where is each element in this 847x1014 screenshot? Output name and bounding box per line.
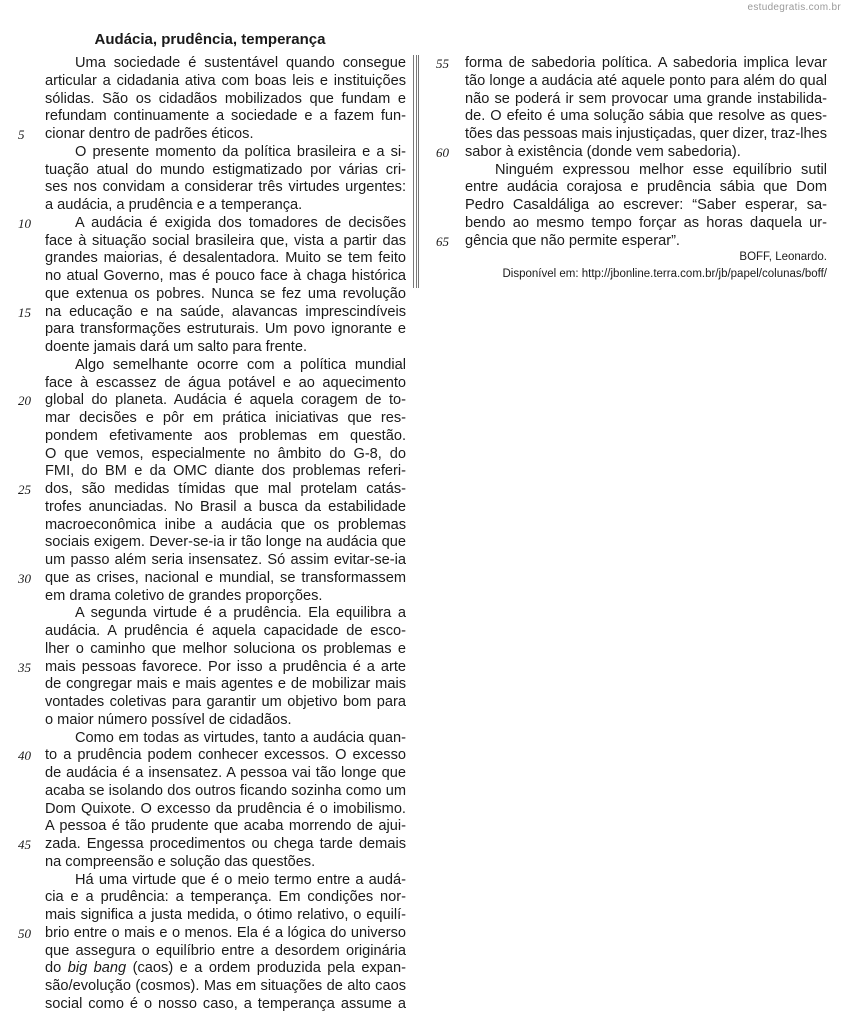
line-text: a audácia, a prudência e a temperança. [45, 197, 303, 213]
line-text: sociais exigem. Dever-se-ia ir tão longe na audácia que [45, 534, 406, 551]
text-line [45, 943, 406, 961]
text-line [45, 162, 406, 180]
line-text: que as crises, nacional e mundial, se transformassem [45, 569, 406, 586]
line-number: 50 [18, 925, 31, 941]
text-line [465, 215, 827, 233]
line-text: tuação atual do mundo estigmatizado por várias cri- [45, 161, 406, 178]
line-number: 55 [436, 56, 449, 71]
line-text: mais significa a justa medida, o ótimo relativo, o equilí- [45, 907, 406, 923]
line-text: cionar dentro de padrões éticos. [45, 126, 254, 142]
text-line [45, 552, 406, 570]
text-line [18, 924, 406, 943]
text-line [45, 588, 406, 606]
line-text: bendo ao mesmo tempo forçar as horas daquela ur- [465, 214, 827, 231]
author-credit: BOFF, Leonardo. [739, 251, 827, 263]
text-line [45, 783, 406, 801]
text-line [45, 375, 406, 393]
text-line [45, 428, 406, 446]
text-line [18, 303, 406, 322]
line-text: em drama coletivo de grandes proporções. [45, 587, 323, 604]
text-line [45, 960, 406, 978]
text-line [45, 641, 406, 659]
text-line [45, 996, 406, 1014]
line-text: o maior número possível de cidadãos. [45, 711, 292, 728]
line-text: social como é o nosso caso, a temperança assume a [45, 995, 406, 1012]
line-text: global do planeta. Audácia é aquela coragem de to- [45, 392, 406, 409]
text-line [465, 126, 827, 144]
line-text: trofes anunciadas. No Brasil a busca da estabilidade [45, 498, 406, 515]
line-number: 10 [18, 215, 31, 231]
line-number: 25 [18, 482, 31, 497]
text-line [45, 605, 406, 623]
line-text: doente jamais dará um salto para frente. [45, 339, 308, 355]
line-text: de congregar mais e mais agentes e de mobilizar mais [45, 676, 406, 693]
line-number: 20 [18, 393, 31, 409]
line-text: face à escassez de água potável e ao aquecimento [45, 374, 406, 391]
text-line [18, 214, 406, 233]
text-line [45, 144, 406, 162]
text-line [45, 712, 406, 730]
line-number: 40 [18, 748, 31, 764]
text-line [436, 143, 827, 162]
line-text: na educação e na saúde, alavancas imprescindíveis [45, 303, 406, 320]
text-line [45, 889, 406, 907]
line-text: sólidas. São os cidadãos mobilizados que fundam e [45, 90, 406, 107]
line-number: 60 [436, 144, 449, 160]
line-text: entre audácia corajosa e prudência sábia que Dom [465, 179, 827, 196]
line-text: de audácia é a insensatez. A pessoa vai tão longe que [45, 765, 406, 781]
text-line [45, 250, 406, 268]
text-line [45, 765, 406, 783]
text-line [45, 676, 406, 694]
text-line [18, 392, 406, 410]
text-line [45, 854, 406, 872]
line-text: O presente momento da política brasileira e a si- [75, 143, 406, 160]
line-number: 35 [18, 659, 31, 675]
text-line [45, 517, 406, 535]
source-credit: Disponível em: http://jbonline.terra.com.br/jb/papel/colunas/boff/ [502, 268, 827, 280]
text-line [18, 747, 406, 765]
text-line [18, 569, 406, 588]
text-line [45, 339, 406, 357]
text-line [436, 55, 827, 73]
line-text: A pessoa é tão prudente que acaba morrendo de ajui- [45, 818, 406, 835]
line-text: Ninguém expressou melhor esse equilíbrio sutil [495, 161, 827, 178]
line-text: para transformações estruturais. Um povo ignorante e [45, 321, 406, 338]
line-text: zada. Engessa procedimentos ou chega tarde demais [45, 836, 406, 852]
line-text: na compreensão e solução das questões. [45, 853, 316, 870]
line-text: macroeconômica inibe a audácia que os problemas [45, 516, 406, 533]
line-number: 5 [18, 127, 25, 142]
line-text: não se poderá ir sem provocar uma grande instabilida- [465, 90, 827, 107]
text-line [45, 818, 406, 836]
line-text: Há uma virtude que é o meio termo entre a audá- [75, 871, 406, 888]
line-text: dos, são medidas tímidas que mal protelam catás- [45, 481, 406, 497]
line-text: mais pessoas favorece. Por isso a prudência é a arte [45, 658, 406, 675]
text-line [465, 73, 827, 91]
text-line [45, 91, 406, 109]
text-line [45, 463, 406, 481]
text-line [465, 162, 827, 180]
site-watermark: estudegratis.com.br [747, 2, 841, 13]
line-number: 15 [18, 304, 31, 320]
line-text: O que vemos, especialmente no âmbito do G-8, do [45, 445, 406, 462]
text-line [45, 321, 406, 339]
line-text: tões das pessoas mais injustiçadas, quer dizer, traz-lhes [465, 126, 827, 142]
text-line [436, 232, 827, 251]
line-text: audácia. A prudência é aquela capacidade de esco- [45, 623, 406, 639]
line-text: A audácia é exigida dos tomadores de decisões [75, 214, 406, 231]
text-line [45, 108, 406, 126]
text-line [465, 179, 827, 197]
text-line [45, 446, 406, 464]
text-line [45, 730, 406, 748]
line-text: acaba se isolando dos outros ficando sozinha como um [45, 782, 406, 799]
text-line [45, 623, 406, 641]
right-text-column [436, 55, 827, 250]
line-text: lher o caminho que melhor soluciona os problemas e [45, 640, 406, 657]
text-line [45, 907, 406, 925]
line-text: refundam continuamente a sociedade e a fazem fun- [45, 108, 406, 125]
line-text: que assegura o equilíbrio entre a desordem originária [45, 942, 406, 959]
line-number: 65 [436, 233, 449, 249]
line-text: vontades coletivas para garantir um objetivo bom para [45, 694, 406, 710]
text-line [45, 872, 406, 890]
line-text: grandes maiorias, é desalentadora. Muito se tem feito [45, 250, 406, 267]
line-text: de. O efeito é uma solução sábia que resolve as ques- [465, 108, 827, 125]
line-text: A segunda virtude é a prudência. Ela equilibra a [75, 605, 406, 622]
emphasis-term: big bang [67, 960, 127, 977]
line-text: pondem efetivamente aos problemas em questão. [45, 427, 406, 444]
line-number: 45 [18, 837, 31, 852]
line-text: sabor à existência (donde vem sabedoria). [465, 143, 741, 160]
line-text: um passo além seria insensatez. Só assim evitar-se-ia [45, 552, 406, 568]
line-text: Dom Quixote. O excesso da prudência é o imobilismo. [45, 800, 406, 817]
text-line [45, 55, 406, 73]
line-text: gência que não permite esperar”. [465, 232, 680, 249]
line-text: face à situação social brasileira que, vista a partir das [45, 232, 406, 249]
text-line [18, 658, 406, 677]
line-text: to a prudência podem conhecer excessos. O excesso [45, 747, 406, 764]
text-line [45, 357, 406, 375]
text-line [45, 801, 406, 819]
line-text: do big bang (caos) e a ordem produzida pela expan- [45, 960, 406, 977]
text-line [45, 499, 406, 517]
line-text: Pedro Casaldáliga ao escrever: “Saber esperar, sa- [465, 197, 827, 213]
line-text: são/evolução (cosmos). Mas em situações de alto caos [45, 978, 406, 994]
text-line [18, 126, 406, 144]
article-title: Audácia, prudência, temperança [94, 31, 326, 48]
text-line [465, 197, 827, 215]
text-line [465, 108, 827, 126]
text-line [45, 410, 406, 428]
text-line [45, 978, 406, 996]
line-text: Como em todas as virtudes, tanto a audácia quan- [75, 729, 406, 746]
line-text: articular a cidadania ativa com boas leis e instituições [45, 72, 406, 89]
line-number: 30 [18, 570, 31, 586]
line-text: tão longe a audácia até aquele ponto para além do qual [465, 72, 827, 89]
text-line [465, 91, 827, 109]
line-text: FMI, do BM e da OMC diante dos problemas referi- [45, 463, 406, 480]
line-text: forma de sabedoria política. A sabedoria implica levar [465, 55, 827, 71]
text-line [45, 268, 406, 286]
text-line [45, 694, 406, 712]
line-text: Uma sociedade é sustentável quando consegue [75, 55, 406, 71]
text-line [45, 197, 406, 215]
text-line [45, 179, 406, 197]
line-text: no atual Governo, mas é pouco face à chaga histórica [45, 268, 406, 284]
line-text: ses nos convidam a considerar três virtudes urgentes: [45, 179, 406, 196]
text-line [45, 286, 406, 304]
line-text: cia e a prudência: a temperança. Em condições nor- [45, 889, 406, 906]
column-divider [413, 55, 419, 288]
text-line [45, 233, 406, 251]
left-text-column [18, 55, 406, 1014]
text-line [45, 73, 406, 91]
text-line [45, 534, 406, 552]
text-line [18, 836, 406, 854]
line-text: brio entre o mais e o menos. Ela é a lógica do universo [45, 924, 406, 941]
text-line [18, 481, 406, 499]
line-text: Algo semelhante ocorre com a política mundial [75, 356, 406, 373]
line-text: que extenua os pobres. Nunca se fez uma revolução [45, 285, 406, 302]
line-text: mar decisões e pôr em prática iniciativas que res- [45, 410, 406, 426]
